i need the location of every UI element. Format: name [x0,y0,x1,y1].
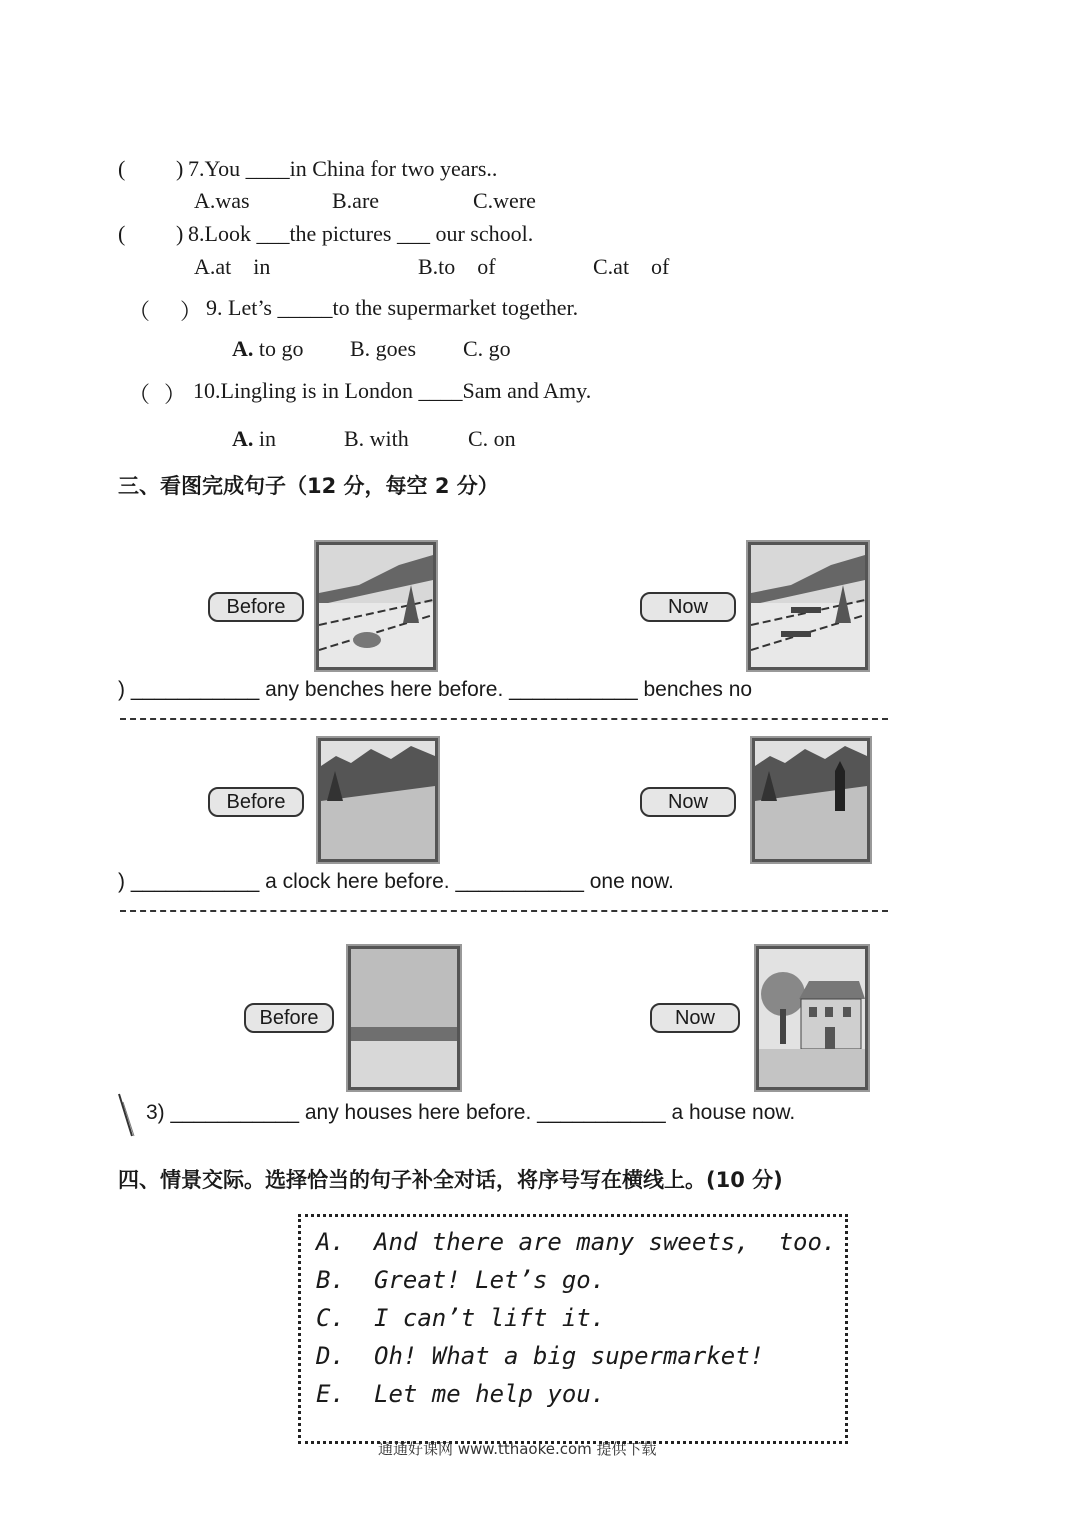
pencil-mark-icon [116,1092,136,1140]
now-label-3: Now [650,1003,740,1033]
option-c-text: I can’t lift it. [374,1304,606,1332]
option-b [316,1266,836,1304]
footer-watermark: 通通好课网 www.tthaoke.com 提供下载 [378,1440,657,1458]
sentence-1-part2: ___________ benches no [509,678,753,701]
sentence-3-part1: ___________ any houses here before. [170,1101,532,1124]
q7-option-c: C.were [473,188,536,213]
now-picture-2 [752,738,870,862]
q10-option-a [232,426,276,452]
before-picture-3 [348,946,460,1090]
sentence-1-prefix: ) [118,678,125,701]
q9-paren-open: （ [128,299,151,324]
option-a [316,1228,836,1266]
q9-option-a-label: A. [232,336,254,361]
q7-paren-close: ) [176,156,184,181]
before-label-3: Before [244,1003,334,1033]
house-illustration [759,949,865,1087]
section4-heading: 四、情景交际。选择恰当的句子补全对话，将序号写在横线上。(10 分) [118,1168,783,1192]
now-label-2: Now [640,787,736,817]
sentence-2 [118,870,674,894]
q7-stem: 7.You ____in China for two years.. [188,156,498,181]
option-c [316,1304,836,1342]
q7-option-a: A.was [194,188,250,213]
sentence-3 [146,1101,795,1125]
option-b-text: Great! Let’s go. [374,1266,606,1294]
q9-stem: 9. Let’s _____to the supermarket together. [206,295,579,320]
before-picture-2 [318,738,438,862]
q9-option-c: C. go [463,336,511,361]
q10-option-a-text: in [253,426,277,451]
q7-paren-open: ( [118,156,126,181]
sentence-2-part1: ___________ a clock here before. [130,870,450,893]
empty-land-illustration [351,949,457,1087]
option-e-letter: E. [316,1380,345,1408]
option-b-letter: B. [316,1266,345,1294]
q10-paren-open: （ [128,382,151,407]
q10-option-b: B. with [344,426,409,451]
park-now-illustration [751,545,865,667]
pencil-mark [116,1092,136,1140]
sentence-2-prefix: ) [118,870,125,893]
option-d [316,1342,836,1380]
q9-paren-close: ） [180,299,203,324]
q9-option-a-text: to go [253,336,304,361]
q10-option-c: C. on [468,426,516,451]
q10-option-a-label: A. [232,426,254,451]
option-d-text: Oh! What a big supermarket! [374,1342,765,1370]
before-picture-1 [316,542,436,670]
divider-2 [120,910,888,912]
option-d-letter: D. [316,1342,345,1370]
divider-1 [120,718,888,720]
q9-option-b: B. goes [350,336,416,361]
now-label-1: Now [640,592,736,622]
section3-heading: 三、看图完成句子（12 分，每空 2 分） [118,474,499,498]
sentence-2-part2: ___________ one now. [455,870,674,893]
park-before-illustration [319,545,433,667]
now-picture-3 [756,946,868,1090]
q8-option-a: A.at in [194,254,271,279]
q8-option-b: B.to of [418,254,496,279]
q8-paren-open: ( [118,221,126,246]
options-list [316,1228,836,1418]
sentence-1 [118,678,752,702]
q10-paren-close: ） [164,382,187,407]
now-picture-1 [748,542,868,670]
sentence-3-prefix: 3) [146,1101,165,1124]
sentence-3-part2: ___________ a house now. [537,1101,796,1124]
q10-stem: 10.Lingling is in London ____Sam and Amy. [193,378,592,403]
q8-option-c: C.at of [593,254,670,279]
sentence-1-part1: ___________ any benches here before. [130,678,504,701]
field-now-illustration [755,741,867,859]
before-label-1: Before [208,592,304,622]
option-c-letter: C. [316,1304,345,1332]
q9-option-a [232,336,304,362]
q7-option-b: B.are [332,188,380,213]
option-e-text: Let me help you. [374,1380,606,1408]
option-a-text: And there are many sweets, too. [374,1228,837,1256]
before-label-2: Before [208,787,304,817]
option-a-letter: A. [316,1228,345,1256]
field-before-illustration [321,741,435,859]
option-e [316,1380,836,1418]
q8-stem: 8.Look ___the pictures ___ our school. [188,221,534,246]
q8-paren-close: ) [176,221,184,246]
